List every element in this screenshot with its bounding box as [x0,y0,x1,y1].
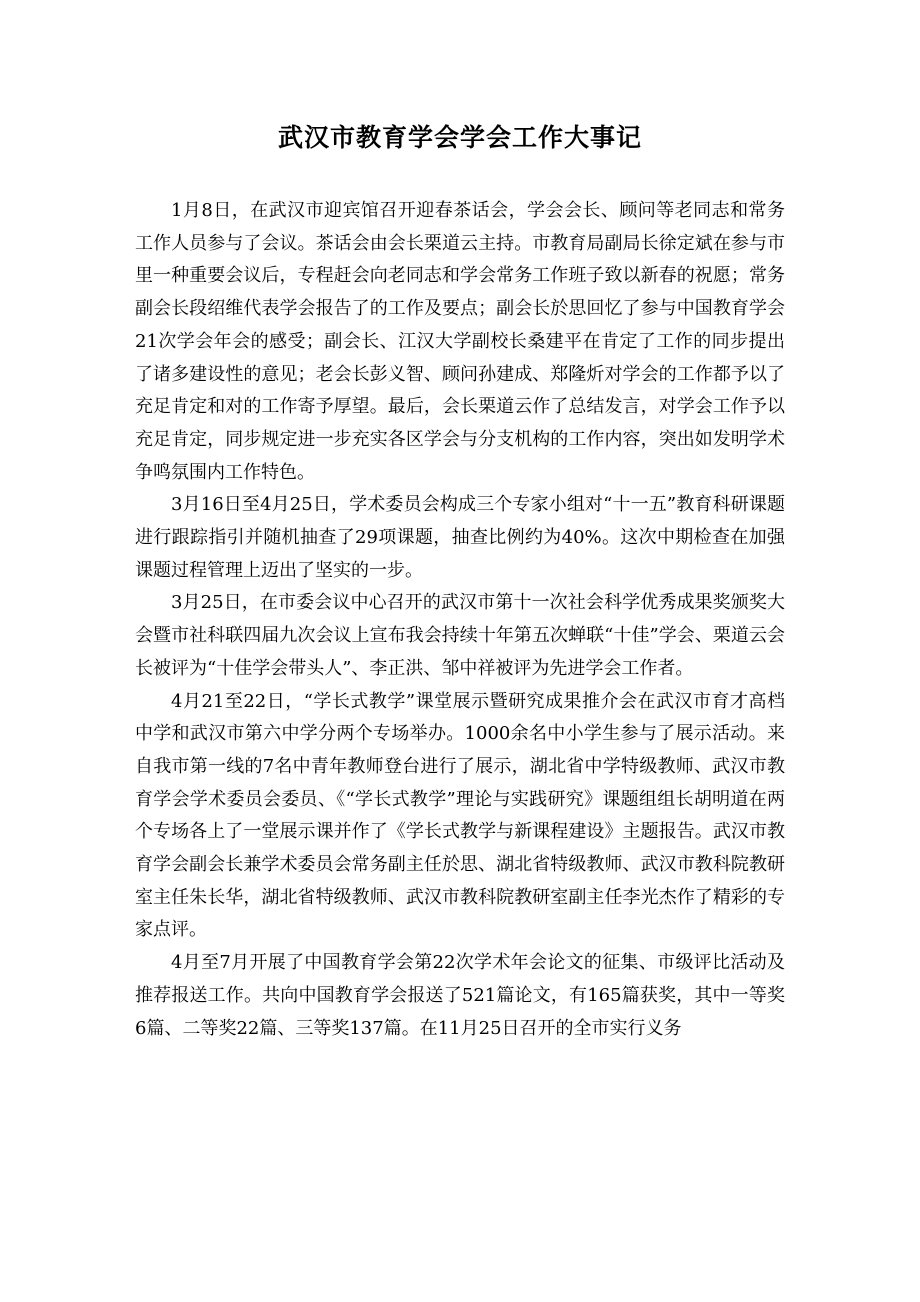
paragraph-mar-25: 3月25日，在市委会议中心召开的武汉市第十一次社会科学优秀成果奖颁奖大会暨市社科联四届九次会议上宣布我会持续十年第五次蝉联“十佳”学会、栗道云会长被评为“十佳学会带头人”、李正洪、邹中祥被评为先进学会工作者。 [135,592,785,679]
document-title: 武汉市教育学会学会工作大事记 [277,123,642,152]
paragraph-jan-8: 1月8日，在武汉市迎宾馆召开迎春茶话会，学会会长、顾问等老同志和常务工作人员参与了会议。茶话会由会长栗道云主持。市教育局副局长徐定斌在参与市里一种重要会议后，专程赶会向老同志和学会常务工作班子致以新春的祝愿；常务副会长段绍维代表学会报告了的工作及要点；副会长於思回忆了参与中国教育学会21次学会年会的感受；副会长、江汉大学副校长桑建平在肯定了工作的同步提出了诸多建设性的意见；老会长彭义智、顾问孙建成、郑隆炘对学会的工作都予以了充足肯定和对的工作寄予厚望。最后，会长栗道云作了总结发言，对学会工作予以充足肯定，同步规定进一步充实各区学会与分支机构的工作内容，突出如发明学术争鸣氛围内工作特色。 [135,200,785,483]
document-body [135,195,785,1045]
paragraph-mar-16: 3月16日至4月25日，学术委员会构成三个专家小组对“十一五”教育科研课题进行跟踪指引并随机抽查了29项课题，抽查比例约为40%。这次中期检查在加强课题过程管理上迈出了坚实的一步。 [135,494,785,581]
paragraph-apr-21: 4月21至22日，“学长式教学”课堂展示暨研究成果推介会在武汉市育才高档中学和武汉市第六中学分两个专场举办。1000余名中小学生参与了展示活动。来自我市第一线的7名中青年教师登台进行了展示，湖北省中学特级教师、武汉市教育学会学术委员会委员、《“学长式教学”理论与实践研究》课题组组长胡明道在两个专场各上了一堂展示课并作了《学长式教学与新课程建设》主题报告。武汉市教育学会副会长兼学术委员会常务副主任於思、湖北省特级教师、武汉市教科院教研室主任朱长华，湖北省特级教师、武汉市教科院教研室副主任李光杰作了精彩的专家点评。 [135,690,785,941]
paragraph-apr-jul: 4月至7月开展了中国教育学会第22次学术年会论文的征集、市级评比活动及推荐报送工作。共向中国教育学会报送了521篇论文，有165篇获奖，其中一等奖6篇、二等奖22篇、三等奖137篇。在11月25日召开的全市实行义务 [135,952,785,1039]
